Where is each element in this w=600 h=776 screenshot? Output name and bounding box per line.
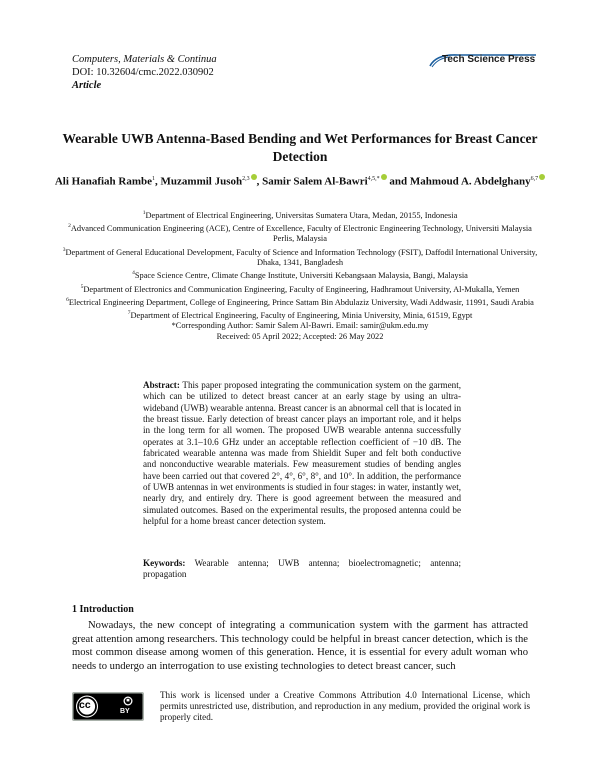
received-dates: Received: 05 April 2022; Accepted: 26 May 2022 [216,331,384,341]
author-name: Muzammil Jusoh [160,175,243,188]
affil-sup: 1 [142,210,146,216]
abstract-label: Abstract: [143,380,180,390]
orcid-icon[interactable] [251,174,257,180]
affil-text: Department of Electrical Engineering, Faculty of Engineering, Minia University, Minia, 61519, Egypt [130,310,473,320]
abstract [143,380,461,527]
paper-title: Wearable UWB Antenna-Based Bending and Wet Performances for Breast Cancer Detection [62,131,538,164]
affil-text: Department of Electrical Engineering, Universitas Sumatera Utara, Medan, 20155, Indonesia [145,210,458,220]
affiliation [60,295,540,308]
corresponding-author: *Corresponding Author: Samir Salem Al-Bawri. Email: samir@ukm.edu.my [171,321,429,331]
keywords-label: Keywords: [143,558,186,568]
doi[interactable]: DOI: 10.32604/cmc.2022.030902 [72,67,214,78]
author-affil-sup: 2,3 [242,176,250,182]
affil-sup: 4 [132,270,135,277]
orcid-icon[interactable] [539,174,545,180]
author-name: Samir Salem Al-Bawri [262,175,368,188]
author-affil-sup: 1 [152,176,156,182]
affiliation [60,208,540,221]
affiliation [60,282,540,295]
affiliation [60,308,540,321]
keywords [143,558,461,581]
affiliation [60,221,540,245]
affil-text: Space Science Centre, Climate Change Institute, Universiti Kebangsaan Malaysia, Bangi, Malaysia [134,271,468,281]
affiliations [60,208,540,342]
abstract-text: This paper proposed integrating the communication system on the garment, which can be utilized to detect breast cancer at an early stage by using an ultra-wideband (UWB) wearable antenna. Breast cancer is an abnormal cell that is located in the breast tissue. Early detection of breast cancer plays an important role, and it helps in the long term for all women. The proposed UWB wearable antenna successfully operates at 3.1–10.6 GHz under an acceptable reflection coefficient of −10 dB. The fabricated wearable antenna was made from Shieldit Super and felt both conductive and nonconductive wearable materials. Few measurement studies of bending angles have been carried out that covered 2°, 4°, 6°, 8°, and 10°. In addition, the performance of UWB antennas in wet environments is studied in four stages: in water, instantly wet, nearly dry, and entirely dry. There is good agreement between the measured and simulated outcomes. Based on the experimental results, the proposed antenna could be helpful for a home breast cancer detection system. [143,380,461,527]
section-heading: 1 Introduction [72,604,134,615]
by-text: BY [120,708,130,715]
author-name: Mahmoud A. Abdelghany [409,175,531,188]
cc-text: cc [79,699,91,711]
affiliation [60,245,540,269]
affil-sup: 5 [80,283,84,290]
publisher-name: Tech Science Press [442,54,536,65]
journal-name: Computers, Materials & Continua [72,54,217,65]
article-type: Article [72,80,102,91]
affil-sup: 6 [66,296,69,303]
affil-sup: 7 [127,310,131,317]
affil-sup: 3 [62,246,66,253]
intro-paragraph: Nowadays, the new concept of integrating a communication system with the garment has attracted great attention among researchers. This technology could be helpful in breast cancer detection, which is the most common disease among women of this generation. Hence, it is essential for every adult woman who needs to undergo an interrogation to use existing technologies to detect breast cancer, such [72,620,528,672]
affil-text: Electrical Engineering Department, College of Engineering, Prince Sattam Bin Abdulaziz University, Wadi Addwasir, 11991, Saudi Arabia [68,297,534,307]
affil-sup: 2 [68,223,71,230]
author-name: Ali Hanafiah Rambe [54,175,153,188]
author-affil-sup: 4,5,* [367,176,380,182]
affiliation [60,268,540,281]
cc-by-badge[interactable] [72,692,144,721]
affil-text: Advanced Communication Engineering (ACE), Centre of Excellence, Faculty of Electronic Engineering Technology, Universiti Malaysia Perlis, Malaysia [70,224,532,244]
keywords-text: Wearable antenna; UWB antenna; bioelectromagnetic; antenna; propagation [143,558,461,580]
affil-text: Department of General Educational Development, Faculty of Science and Information Technology (FSIT), Daffodil International University, Dhaka, 1341, Bangladesh [65,247,538,268]
author-affil-sup: 6,7 [530,176,539,182]
affil-text: Department of Electronics and Communication Engineering, Faculty of Engineering, Hadhramout University, Al-Mukalla, Yemen [83,284,520,294]
orcid-icon[interactable] [381,174,387,180]
publisher-logo[interactable] [428,52,538,70]
author-list: Ali Hanafiah Rambe$^1$, Muzammil Jusoh$^{2,3}$ , Samir Salem Al-Bawri$^{4,5,*}$ and Mahmoud A. Abdelghany$^{6,7}$ [40,174,560,188]
license-text: This work is licensed under a Creative Commons Attribution 4.0 International License, which permits unrestricted use, distribution, and reproduction in any medium, provided the original work is properly cited. [160,690,530,723]
